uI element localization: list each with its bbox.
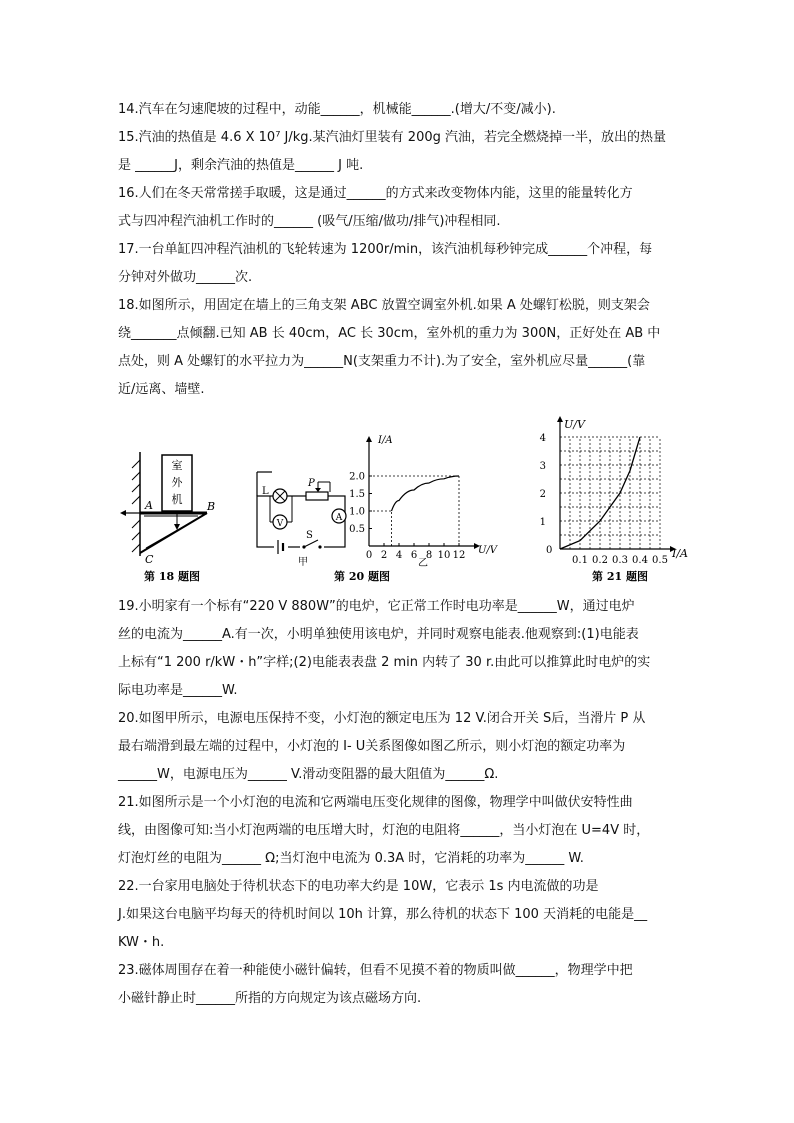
x-tick-label: 0.4	[632, 555, 648, 566]
label-v: V	[276, 519, 284, 529]
question-line: 16.人们在冬天常常搓手取暖，这是通过______的方式来改变物体内能，这里的能量转化方	[118, 186, 633, 201]
label-b: B	[207, 500, 216, 513]
label-a: A	[145, 499, 153, 512]
y-tick-label: 1	[539, 517, 546, 528]
question-line: 点处，则 A 处螺钉的水平拉力为______N(支架重力不计).为了安全，室外机应尽量______(靠	[118, 354, 646, 369]
question-line: 际电功率是______W.	[118, 683, 238, 698]
question-line: ______W，电源电压为______ V.滑动变阻器的最大阻值为______Ω.	[118, 767, 499, 782]
label-l: L	[262, 486, 269, 497]
question-line: KW・h.	[118, 935, 165, 950]
caption-18: 第 18 题图	[144, 570, 200, 583]
x-axis-label: U/V	[478, 545, 498, 556]
label-yi: 乙	[418, 558, 428, 569]
figure-20-circuit	[257, 472, 390, 583]
rheostat-icon	[306, 492, 328, 500]
y-tick-label: 2	[539, 489, 546, 500]
x-axis-label: I/A	[672, 547, 688, 560]
question-line: 近/远离、墙壁.	[118, 382, 205, 397]
origin-label: 0	[546, 545, 553, 556]
x-tick-label: 0.5	[652, 555, 668, 566]
question-line: 小磁针静止时______所指的方向规定为该点磁场方向.	[118, 991, 422, 1006]
question-line: 19.小明家有一个标有“220 V 880W”的电炉，它正常工作时电功率是______W，通过电炉	[118, 599, 635, 614]
question-line: 分钟对外做功______次.	[118, 270, 253, 285]
x-tick-label: 2	[380, 550, 388, 561]
chart-21	[540, 416, 688, 583]
question-20	[118, 705, 678, 789]
box-char-1: 室	[171, 459, 183, 472]
x-tick-label: 6	[410, 550, 418, 561]
y-axis-label: U/V	[564, 418, 585, 431]
question-line: 线，由图像可知:当小灯泡两端的电压增大时，灯泡的电阻将______，当小灯泡在 U=4V 时，	[118, 823, 650, 838]
question-line: 绕_______点倾翻.已知 AB 长 40cm，AC 长 30cm，室外机的重力为 300N，正好处在 AB 中	[118, 326, 661, 341]
x-tick-label: 8	[425, 550, 433, 561]
chart-20-yi	[349, 435, 499, 569]
box-char-3: 机	[171, 493, 183, 506]
x-tick-label: 4	[395, 550, 403, 561]
question-line: 18.如图所示，用固定在墙上的三角支架 ABC 放置空调室外机.如果 A 处螺钉松脱，则支架会	[118, 298, 650, 313]
y-tick-label: 4	[539, 433, 546, 444]
label-a-meter: A	[335, 513, 343, 523]
question-line: 式与四冲程汽油机工作时的______ (吸气/压缩/做功/排气)冲程相同.	[118, 214, 501, 229]
box-char-2: 外	[171, 476, 183, 489]
question-line: 20.如图甲所示，电源电压保持不变，小灯泡的额定电压为 12 V.闭合开关 S后，当滑片 P 从	[118, 711, 646, 726]
y-tick-label: 0.5	[349, 524, 365, 535]
question-line: 14.汽车在匀速爬坡的过程中，动能______，机械能______.(增大/不变/减小).	[118, 102, 556, 117]
question-22	[118, 873, 678, 957]
question-line: 17.一台单缸四冲程汽油机的飞轮转速为 1200r/min，该汽油机每秒钟完成______个冲程，每	[118, 242, 653, 257]
question-line: 灯泡灯丝的电阻为______ Ω;当灯泡中电流为 0.3A 时，它消耗的功率为______ W.	[118, 851, 584, 866]
y-tick-label: 1.0	[349, 506, 365, 518]
y-tick-label: 1.5	[349, 489, 365, 500]
y-tick-label: 2.0	[349, 471, 365, 483]
question-23	[118, 957, 678, 1013]
question-line: J.如果这台电脑平均每天的待机时间以 10h 计算，那么待机的状态下 100 天消耗的电能是__	[118, 907, 648, 922]
x-tick-label: 0	[365, 550, 373, 561]
question-line: 23.磁体周围存在着一种能使小磁针偏转，但看不见摸不着的物质叫做______，物理学中把	[118, 963, 633, 978]
question-line: 15.汽油的热值是 4.6 X 10⁷ J/kg.某汽油灯里装有 200g 汽油，若完全燃烧掉一半，放出的热量	[118, 130, 666, 145]
question-line: 是 ______J，剩余汽油的热值是______ J 吨.	[118, 158, 364, 173]
caption-21: 第 21 题图	[592, 570, 648, 583]
question-line: 22.一台家用电脑处于待机状态下的电功率大约是 10W，它表示 1s 内电流做的功是	[118, 879, 599, 894]
x-tick-label: 12	[452, 550, 466, 561]
figure-18	[120, 452, 215, 583]
y-tick-label: 3	[539, 461, 546, 472]
series-line	[392, 476, 460, 511]
label-s: S	[306, 530, 313, 541]
x-tick-label: 0.2	[592, 555, 608, 566]
caption-20: 第 20 题图	[334, 570, 390, 583]
question-line: 上标有“1 200 r/kW・h”字样;(2)电能表表盘 2 min 内转了 30 r.由此可以推算此时电炉的实	[118, 655, 651, 670]
x-tick-label: 10	[437, 550, 451, 561]
question-19	[118, 593, 678, 705]
y-axis-label: I/A	[378, 435, 393, 446]
question-line: 丝的电流为______A.有一次，小明单独使用该电炉，并同时观察电能表.他观察到:(1)电能表	[118, 627, 639, 642]
label-jia: 甲	[298, 557, 308, 568]
label-c: C	[145, 553, 154, 566]
x-tick-label: 0.3	[612, 555, 628, 566]
question-21	[118, 789, 678, 873]
x-tick-label: 0.1	[572, 555, 588, 566]
label-p: P	[308, 478, 315, 489]
question-line: 21.如图所示是一个小灯泡的电流和它两端电压变化规律的图像，物理学中叫做伏安特性曲	[118, 795, 633, 810]
question-line: 最右端滑到最左端的过程中，小灯泡的 I- U关系图像如图乙所示，则小灯泡的额定功率为	[118, 739, 626, 754]
